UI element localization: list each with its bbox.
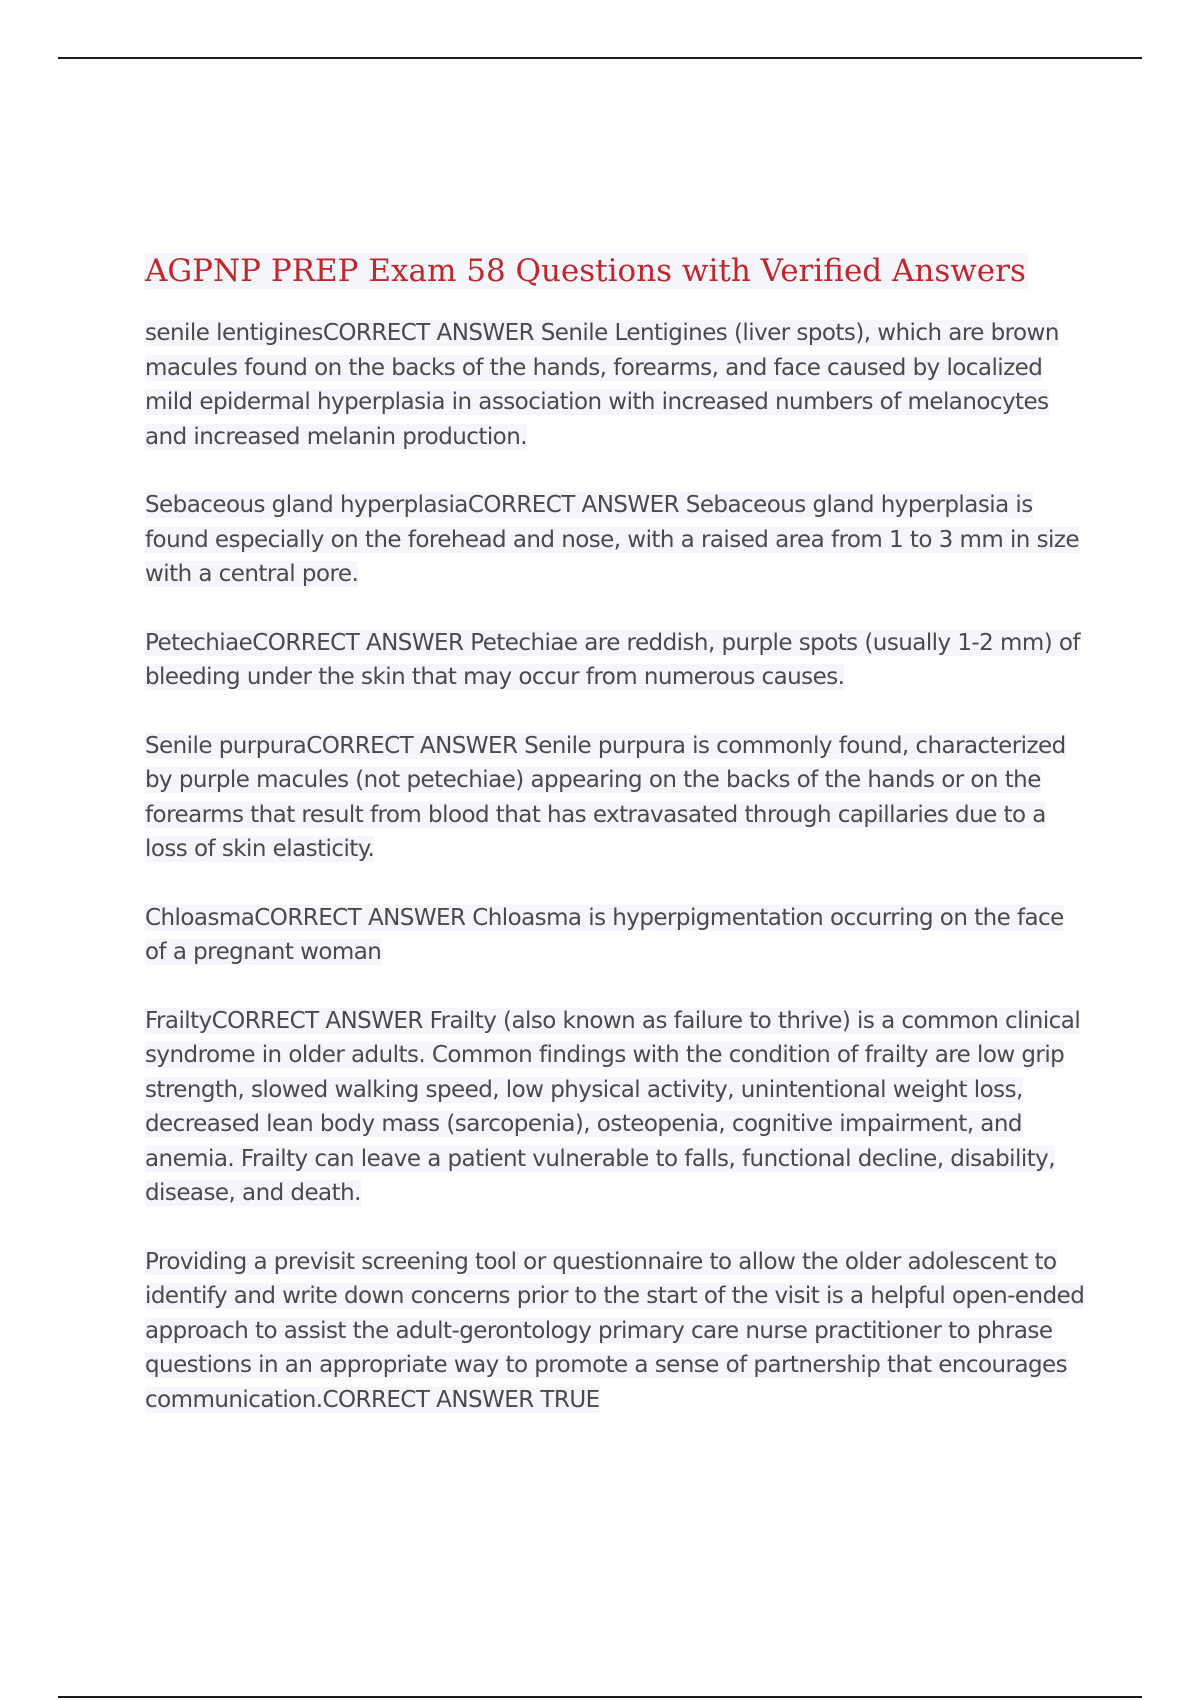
qa-entry-frailty <box>145 1004 1085 1211</box>
qa-entry-chloasma <box>145 901 1085 970</box>
qa-entry-text: Senile purpuraCORRECT ANSWER Senile purpura is commonly found, characterized by purple macules (not petechiae) appearing on the backs of the hands or on the forearms that result from blood that has extravasated through capillaries due to a loss of skin elasticity. <box>145 732 1066 862</box>
qa-entry-sebaceous-gland-hyperplasia <box>145 488 1085 592</box>
qa-entry-text: senile lentiginesCORRECT ANSWER Senile Lentigines (liver spots), which are brown macules found on the backs of the hands, forearms, and face caused by localized mild epidermal hyperplasia in association with increased numbers of melanocytes and increased melanin production. <box>145 320 1059 450</box>
qa-entry-text: Providing a previsit screening tool or questionnaire to allow the older adolescent to identify and write down concerns prior to the start of the visit is a helpful open-ended approach to assist the adult-gerontology primary care nurse practitioner to phrase questions in an appropriate way to promote a sense of partnership that encourages communication.CORRECT ANSWER TRUE <box>145 1248 1085 1413</box>
qa-entry-text: Sebaceous gland hyperplasiaCORRECT ANSWER Sebaceous gland hyperplasia is found especially on the forehead and nose, with a raised area from 1 to 3 mm in size with a central pore. <box>145 492 1079 587</box>
qa-entry-senile-purpura <box>145 729 1085 867</box>
footer-rule <box>58 1696 1142 1698</box>
header-rule <box>58 57 1142 59</box>
document-title <box>145 246 1085 296</box>
document-body <box>145 246 1085 1451</box>
document-title-text: AGPNP PREP Exam 58 Questions with Verified Answers <box>145 253 1026 289</box>
qa-entry-senile-lentigines <box>145 316 1085 454</box>
qa-entry-petechiae <box>145 626 1085 695</box>
qa-entry-previsit-screening <box>145 1245 1085 1418</box>
qa-entry-text: PetechiaeCORRECT ANSWER Petechiae are reddish, purple spots (usually 1-2 mm) of bleeding under the skin that may occur from numerous causes. <box>145 629 1080 690</box>
qa-entry-text: FrailtyCORRECT ANSWER Frailty (also known as failure to thrive) is a common clinical syndrome in older adults. Common findings with the condition of frailty are low grip strength, slowed walking speed, low physical activity, unintentional weight loss, decreased lean body mass (sarcopenia), osteopenia, cognitive impairment, and anemia. Frailty can leave a patient vulnerable to falls, functional decline, disability, disease, and death. <box>145 1007 1081 1206</box>
qa-entry-text: ChloasmaCORRECT ANSWER Chloasma is hyperpigmentation occurring on the face of a pregnant woman <box>145 904 1064 965</box>
